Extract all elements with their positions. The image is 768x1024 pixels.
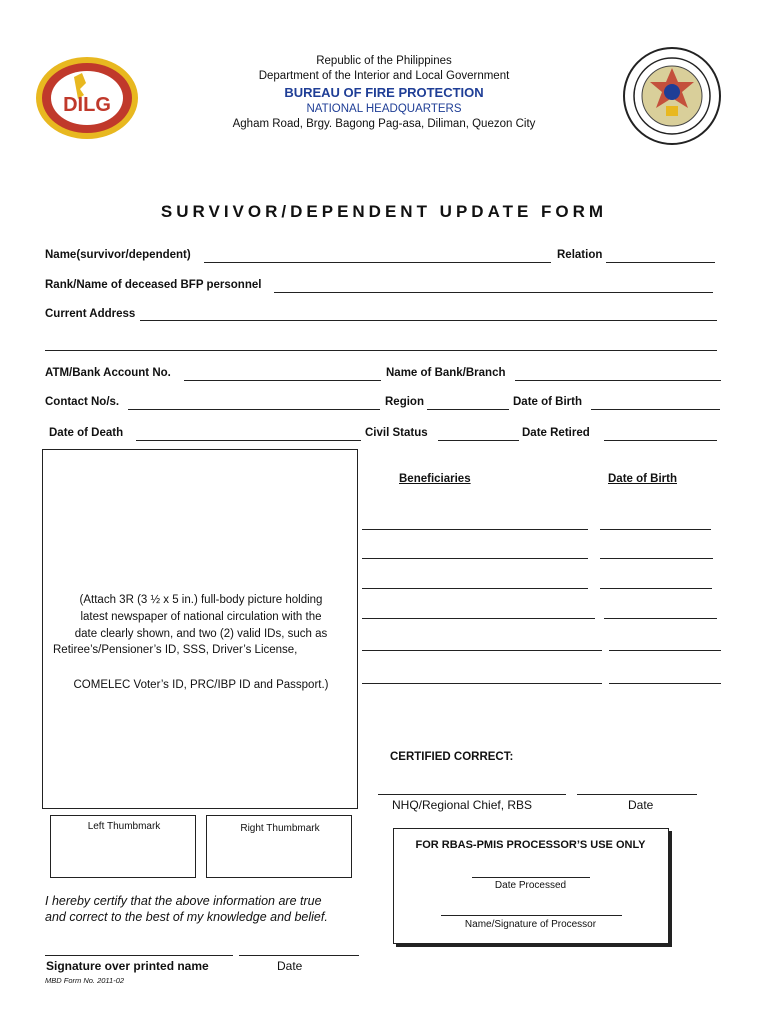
dod-field[interactable] (136, 440, 361, 441)
chief-date-field[interactable] (577, 794, 697, 795)
signature-field[interactable] (45, 955, 233, 956)
beneficiary-name-field[interactable] (362, 558, 588, 559)
processor-title: FOR RBAS-PMIS PROCESSOR’S USE ONLY (415, 839, 646, 851)
header-republic: Republic of the Philippines (316, 55, 452, 67)
right-thumbmark-label: Right Thumbmark (240, 823, 320, 834)
bank-label: Name of Bank/Branch (386, 367, 506, 379)
processor-name-label: Name/Signature of Processor (464, 919, 597, 930)
chief-label: NHQ/Regional Chief, RBS (392, 798, 533, 812)
beneficiary-dob-field[interactable] (600, 529, 711, 530)
beneficiary-name-field[interactable] (362, 529, 588, 530)
left-thumbmark-label: Left Thumbmark (87, 821, 161, 832)
name-field[interactable] (204, 262, 551, 263)
date-retired-field[interactable] (604, 440, 717, 441)
address-field-line2[interactable] (45, 350, 717, 351)
date-retired-label: Date Retired (522, 427, 590, 439)
dod-label: Date of Death (49, 427, 124, 439)
photo-instruction-4: Retiree’s/Pensioner’s ID, SSS, Driver’s License, (53, 644, 298, 656)
date-processed-field[interactable] (472, 877, 590, 878)
declaration-line-1: I hereby certify that the above information are true (45, 894, 322, 908)
header-department: Department of the Interior and Local Government (258, 70, 510, 82)
address-field[interactable] (140, 320, 717, 321)
photo-instruction-3: date clearly shown, and two (2) valid IDs, such as (74, 628, 328, 640)
form-number: MBD Form No. 2011-02 (45, 976, 125, 985)
date-processed-label: Date Processed (494, 880, 567, 891)
relation-field[interactable] (606, 262, 715, 263)
rank-field[interactable] (274, 292, 713, 293)
header-bureau: BUREAU OF FIRE PROTECTION (284, 85, 484, 100)
right-thumbmark-box[interactable] (206, 815, 352, 878)
beneficiary-name-field[interactable] (362, 683, 602, 684)
beneficiary-dob-field[interactable] (604, 618, 717, 619)
dilg-logo-text: DILG (63, 94, 111, 116)
address-label: Current Address (45, 308, 136, 320)
atm-field[interactable] (184, 380, 381, 381)
beneficiaries-header: Beneficiaries (399, 473, 471, 485)
beneficiary-name-field[interactable] (362, 650, 602, 651)
dob-label: Date of Birth (513, 396, 582, 408)
region-label: Region (385, 396, 424, 408)
header-national-hq: NATIONAL HEADQUARTERS (306, 103, 462, 115)
chief-date-label: Date (628, 798, 654, 812)
beneficiaries-dob-header: Date of Birth (608, 473, 677, 485)
region-field[interactable] (427, 409, 509, 410)
relation-label: Relation (557, 249, 603, 261)
certified-correct-label: CERTIFIED CORRECT: (390, 751, 514, 763)
chief-signature-field[interactable] (378, 794, 566, 795)
photo-instruction-5: COMELEC Voter’s ID, PRC/IBP ID and Passport.) (73, 679, 329, 691)
declaration-line-2: and correct to the best of my knowledge and belief. (45, 910, 328, 924)
beneficiary-dob-field[interactable] (600, 588, 712, 589)
beneficiary-dob-field[interactable] (600, 558, 713, 559)
beneficiary-name-field[interactable] (362, 618, 595, 619)
photo-attachment-box[interactable] (42, 449, 358, 809)
processor-name-field[interactable] (441, 915, 622, 916)
photo-instruction-1: (Attach 3R (3 ½ x 5 in.) full-body picture holding (79, 594, 323, 606)
contact-label: Contact No/s. (45, 396, 120, 408)
rank-label: Rank/Name of deceased BFP personnel (45, 279, 262, 291)
signature-date-label: Date (277, 959, 303, 973)
form-title: SURVIVOR/DEPENDENT UPDATE FORM (160, 202, 608, 221)
civil-status-field[interactable] (438, 440, 519, 441)
signature-date-field[interactable] (239, 955, 359, 956)
dob-field[interactable] (591, 409, 720, 410)
processor-box (393, 828, 669, 944)
beneficiary-dob-field[interactable] (609, 650, 721, 651)
photo-instruction-2: latest newspaper of national circulation with the (80, 611, 322, 623)
beneficiary-dob-field[interactable] (609, 683, 721, 684)
name-label: Name(survivor/dependent) (45, 249, 191, 261)
civil-status-label: Civil Status (365, 427, 428, 439)
header-address: Agham Road, Brgy. Bagong Pag-asa, Diliman, Quezon City (232, 118, 536, 130)
bank-field[interactable] (515, 380, 721, 381)
signature-label: Signature over printed name (46, 959, 209, 973)
contact-field[interactable] (128, 409, 380, 410)
atm-label: ATM/Bank Account No. (45, 367, 171, 379)
left-thumbmark-box[interactable] (50, 815, 196, 878)
beneficiary-name-field[interactable] (362, 588, 588, 589)
